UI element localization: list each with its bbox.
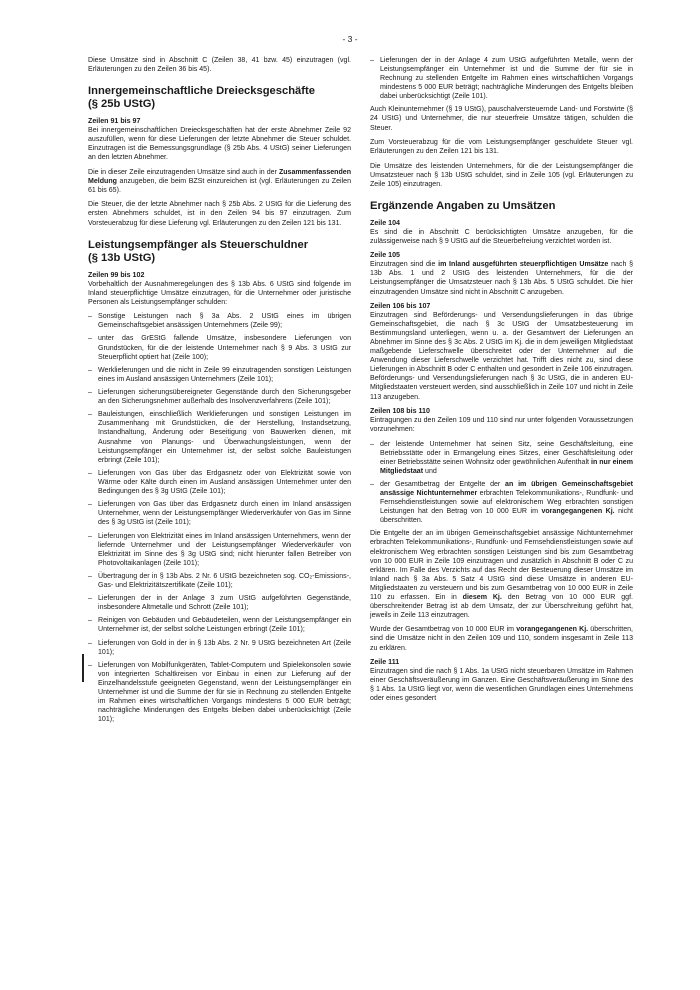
voraussetzungen-list bbox=[370, 440, 633, 526]
intro-paragraph: Diese Umsätze sind in Abschnitt C (Zeilen 38, 41 bzw. 45) einzutragen (vgl. Erläuterungen zu den Zeilen 36 bis 45). bbox=[88, 57, 351, 74]
bold-text: an im übrigen Gemeinschaftsgebiet ansässige Nichtunternehmer bbox=[380, 481, 633, 498]
change-bar bbox=[82, 654, 84, 682]
list-item bbox=[370, 440, 633, 476]
paragraph bbox=[370, 529, 633, 619]
right-column bbox=[370, 56, 633, 709]
list-item: – Bauleistungen, einschließlich Werklieferungen und sonstigen Leistungen im Zusammenhang mit Grundstücken, die der Herstellung, Instandsetzung, Instandhaltung, Änderung oder Beseitigung von Bauwerken dienen, mit Ausnahme von Planungs- und Überwachungsleistungen, wenn der Leistungsempfänger ein Unternehmer ist, der selbst solche Bauleistungen erbringt (Zeile 101); bbox=[88, 410, 351, 464]
bold-text: in nur einem Mitgliedstaat bbox=[380, 458, 633, 475]
text-run: Die in dieser Zeile einzutragenden Umsätze sind auch in der bbox=[88, 168, 279, 176]
bold-text: im Inland ausgeführten steuerpflichtigen Umsätze bbox=[438, 261, 609, 269]
paragraph bbox=[370, 260, 633, 296]
text-run: Einzutragen sind die bbox=[370, 261, 439, 269]
paragraph: Die Umsätze des leistenden Unternehmers, für die der Leistungsempfänger die Umsatzsteuer nach § 13b UStG schuldet, sind in Zeile 105 (vgl. Erläuterungen zu Zeile 105) einzutragen. bbox=[370, 162, 633, 188]
left-column bbox=[88, 56, 351, 729]
heading-ergaenzende-angaben: Ergänzende Angaben zu Umsätzen bbox=[370, 199, 556, 212]
text-run: nach § 13b Abs. 1 und 2 UStG des leistenden Unternehmers, für die der Leistungsempfänger die Umsatzsteuer nach § 13b Abs. 5 UStG schuldet. Die hier einzutragenden Umsätze sind nicht in Abschnitt C anzugeben. bbox=[370, 261, 633, 296]
list-item bbox=[370, 480, 633, 525]
umsaetze-list bbox=[88, 312, 351, 724]
umsaetze-list-continued bbox=[370, 56, 633, 101]
paragraph: Bei innergemeinschaftlichen Dreiecksgeschäften hat der erste Abnehmer Zeile 92 auszufüllen, wenn für diese Lieferungen der letzte Abnehmer die Steuer schuldet. Einzutragen ist die Bemessungsgrundlage (§ 25b Abs. 4 UStG) seiner Lieferungen an den letzten Abnehmer. bbox=[88, 127, 351, 162]
heading-dreiecksgeschaefte bbox=[88, 85, 351, 111]
bold-text: vorangegangenen Kj. bbox=[541, 508, 615, 516]
paragraph: Eintragungen zu den Zeilen 109 und 110 sind nur unter folgenden Voraussetzungen vorzunehmen: bbox=[370, 417, 633, 434]
paragraph bbox=[88, 168, 351, 195]
subheading-zeilen-108-110: Zeilen 108 bis 110 bbox=[370, 407, 430, 416]
subheading-zeile-111: Zeile 111 bbox=[370, 658, 400, 667]
subheading-zeile-104: Zeile 104 bbox=[370, 218, 400, 227]
list-item: – Lieferungen der in der Anlage 3 zum UStG aufgeführten Gegenstände, insbesondere Altmetalle und Schrott (Zeile 101); bbox=[88, 594, 351, 612]
page-number: - 3 - bbox=[342, 34, 358, 44]
text-run: und bbox=[423, 467, 437, 475]
subheading-zeilen-106-107: Zeilen 106 bis 107 bbox=[370, 302, 431, 311]
text-run: Die Entgelte der an im übrigen Gemeinschaftsgebiet ansässige Nichtunternehmer erbrachten Telekommunikations-, Rundfunk- und Fernsehdienstleistungen sowie auf elektronischem Weg erbrachten sonstigen Leistungen sind bis zum Gesamtbetrag von 10 000 EUR in Zeile 109 einzutragen und zusätzlich in Abschnitt B oder C zu erklären. Im Falle des Verzichts auf das Recht der Besteuerung dieser Umsätze im Inland nach § 3a Abs. 5 Satz 4 UStG sind diese Umsätze in anderen EU-Mitgliedstaaten zu versteuern und bis zum Gesamtbetrag von 10 000 EUR in Zeile 110 zu erfassen. Ein in bbox=[370, 530, 633, 601]
list-item: – Lieferungen von Elektrizität eines im Inland ansässigen Unternehmers, wenn der liefernde Unternehmer und der Leistungsempfänger Wiederverkäufer von Elektrizität im Sinne des § 3g UStG sind; nicht hierunter fallen Betreiber von Photovoltaikanlagen (Zeile 101); bbox=[88, 532, 351, 568]
bold-text: diesem Kj. bbox=[462, 593, 502, 601]
list-item: – Lieferungen von Mobilfunkgeräten, Tablet-Computern und Spielekonsolen sowie von integrierten Schaltkreisen vor Einbau in einen zur Lieferung auf der Einzelhandelsstufe geeigneten Gegenstand, wenn der Leistungsempfänger ein Unternehmer ist und die Summe der für sie in Rechnung zu stellenden Entgelte im Rahmen eines wirtschaftlichen Vorgangs mindestens 5 000 EUR beträgt; nachträgliche Minderungen des Entgelts bleiben dabei unberücksichtigt (Zeile 101); bbox=[88, 661, 351, 724]
bold-text: vorangegangenen Kj. bbox=[516, 626, 589, 634]
heading-line: (§ 13b UStG) bbox=[88, 251, 156, 264]
list-item: – Werklieferungen und die nicht in Zeile 99 einzutragenden sonstigen Leistungen eines im Ausland ansässigen Unternehmers (Zeile 101); bbox=[88, 366, 351, 384]
text-run: überschritten, sind die Umsätze nicht in den Zeilen 109 und 110, sondern insgesamt in Zeile 113 zu erklären. bbox=[370, 626, 634, 652]
heading-leistungsempfaenger bbox=[88, 239, 351, 265]
paragraph: Einzutragen sind Beförderungs- und Versendungslieferungen in das übrige Gemeinschaftsgebiet, die nach § 3c UStG der Umsatzbesteuerung im Bestimmungsland unterliegen, wenn u. a. der Gesamtwert der Lieferungen an Abnehmer im Sinne des § 3c Abs. 2 UStG im Kj. die in dem jeweiligen Mitgliedstaat maßgebende Lieferschwelle überschreitet oder der Unternehmer auf die Anwendung dieser Lieferschwelle verzichtet hat. Trifft dies nicht zu, sind diese Lieferungen in Abschnitt B oder C enthalten und gesondert in Zeile 106 einzutragen. Beförderungs- und Versendungslieferungen nach § 3c UStG, die in anderen EU-Mitgliedstaaten versteuert werden, sind ausschließlich in Zeile 107 und nicht in Zeile 113 anzugeben. bbox=[370, 312, 633, 401]
subheading-zeilen-91-97: Zeilen 91 bis 97 bbox=[88, 117, 141, 126]
subheading-zeilen-99-102: Zeilen 99 bis 102 bbox=[88, 270, 145, 279]
text-run: erbrachten Telekommunikations-, Rundfunk- und Fernsehdienstleistungen sowie auf elektronischem Weg erbrachten sonstigen Leistungen hat den Betrag von 10 000 EUR im bbox=[380, 490, 634, 516]
bold-text: Zusammenfassenden Meldung bbox=[88, 168, 351, 185]
paragraph bbox=[370, 625, 633, 652]
text-run: der Gesamtbetrag der Entgelte der bbox=[380, 481, 506, 489]
heading-line: Innergemeinschaftliche Dreiecksgeschäfte bbox=[88, 85, 315, 98]
text-run: anzugeben, die beim BZSt einzureichen ist (vgl. Erläuterungen zu Zeilen 61 bis 65). bbox=[88, 177, 351, 194]
heading-line: Leistungsempfänger als Steuerschuldner bbox=[88, 238, 309, 251]
list-item: – Sonstige Leistungen nach § 3a Abs. 2 UStG eines im übrigen Gemeinschaftsgebiet ansässigen Unternehmers (Zeile 99); bbox=[88, 312, 351, 330]
paragraph: Einzutragen sind die nach § 1 Abs. 1a UStG nicht steuerbaren Umsätze im Rahmen einer Geschäftsveräußerung im Ganzen. Eine Geschäftsveräußerung im Sinne des § 1 Abs. 1a UStG liegt vor, wenn die wesentlichen Grundlagen eines Unternehmens oder eines gesondert bbox=[370, 668, 633, 703]
list-item: – Reinigen von Gebäuden und Gebäudeteilen, wenn der Leistungsempfänger ein Unternehmer ist, der selbst solche Leistungen erbringt (Zeile 101); bbox=[88, 616, 351, 634]
text-run: der leistende Unternehmer hat seinen Sitz, seine Geschäftsleitung, eine Betriebsstätte oder in Ermangelung eines Sitzes, einer Geschäftsleitung oder einer Betriebsstätte seinen Wohnsitz oder gewöhnlichen Aufenthalt bbox=[380, 440, 633, 466]
heading-line: (§ 25b UStG) bbox=[88, 98, 156, 111]
list-item: – Lieferungen von Gas über das Erdgasnetz oder von Elektrizität sowie von Wärme oder Kälte durch einen im Ausland ansässigen Unternehmer unter den Bedingungen des § 3g UStG (Zeile 101); bbox=[88, 469, 351, 496]
paragraph: Es sind die in Abschnitt C berücksichtigten Umsätze anzugeben, für die zulässigerweise nach § 9 UStG auf die Steuerbefreiung verzichtet worden ist. bbox=[370, 228, 633, 245]
list-item: – Lieferungen der in der Anlage 4 zum UStG aufgeführten Metalle, wenn der Leistungsempfänger ein Unternehmer ist und die Summe der für sie in Rechnung zu stellenden Entgelte im Rahmen eines wirtschaftlichen Vorgangs mindestens 5 000 EUR beträgt; nachträgliche Minderungen des Entgelts bleiben dabei unberücksichtigt (Zeile 101). bbox=[370, 56, 633, 101]
list-item: – Übertragung der in § 13b Abs. 2 Nr. 6 UStG bezeichneten sog. CO₂-Emissions-, Gas- und Elektrizitätszertifikate (Zeile 101); bbox=[88, 572, 351, 590]
text-run: Wurde der Gesamtbetrag von 10 000 EUR im bbox=[370, 626, 517, 634]
paragraph: Zum Vorsteuerabzug für die vom Leistungsempfänger geschuldete Steuer vgl. Erläuterungen zu den Zeilen 121 bis 131. bbox=[370, 139, 633, 156]
paragraph: Vorbehaltlich der Ausnahmeregelungen des § 13b Abs. 6 UStG sind folgende im Inland steuerpflichtige Umsätze einzutragen, für die Unternehmer oder juristische Personen als Leistungsempfänger schulden: bbox=[88, 280, 351, 306]
list-item: – Lieferungen von Gold in der in § 13b Abs. 2 Nr. 9 UStG bezeichneten Art (Zeile 101); bbox=[88, 639, 351, 657]
paragraph: Die Steuer, die der letzte Abnehmer nach § 25b Abs. 2 UStG für die Lieferung des ersten Abnehmers schuldet, ist in den Zeilen 94 bis 97 einzutragen. Zum Vorsteuerabzug für diese Lieferung vgl. Erläuterungen zu den Zeilen 121 bis 131. bbox=[88, 201, 351, 227]
text-run: den Betrag von 10 000 EUR ggf. überschreitender Betrag ist ab dem Umsatz, der zur Überschreitung geführt hat, jeweils in Zeile 113 einzutragen. bbox=[370, 593, 633, 619]
subheading-zeile-105: Zeile 105 bbox=[370, 251, 400, 260]
text-run: nicht überschritten. bbox=[380, 508, 633, 525]
paragraph: Auch Kleinunternehmer (§ 19 UStG), pauschalversteuernde Land- und Forstwirte (§ 24 UStG) und Unternehmer, die nur steuerfreie Umsätze tätigen, schulden die Steuer. bbox=[370, 106, 633, 132]
list-item: – Lieferungen sicherungsübereigneter Gegenstände durch den Sicherungsgeber an den Sicherungsnehmer außerhalb des Insolvenzverfahrens (Zeile 101); bbox=[88, 388, 351, 406]
list-item: – Lieferungen von Gas über das Erdgasnetz durch einen im Inland ansässigen Unternehmer, wenn der Leistungsempfänger Wiederverkäufer von Gas im Sinne des § 3g UStG ist (Zeile 101); bbox=[88, 500, 351, 527]
list-item: – unter das GrEStG fallende Umsätze, insbesondere Lieferungen von Grundstücken, für die der leistende Unternehmer nach § 9 Abs. 3 UStG zur Steuerpflicht optiert hat (Zeile 100); bbox=[88, 334, 351, 361]
